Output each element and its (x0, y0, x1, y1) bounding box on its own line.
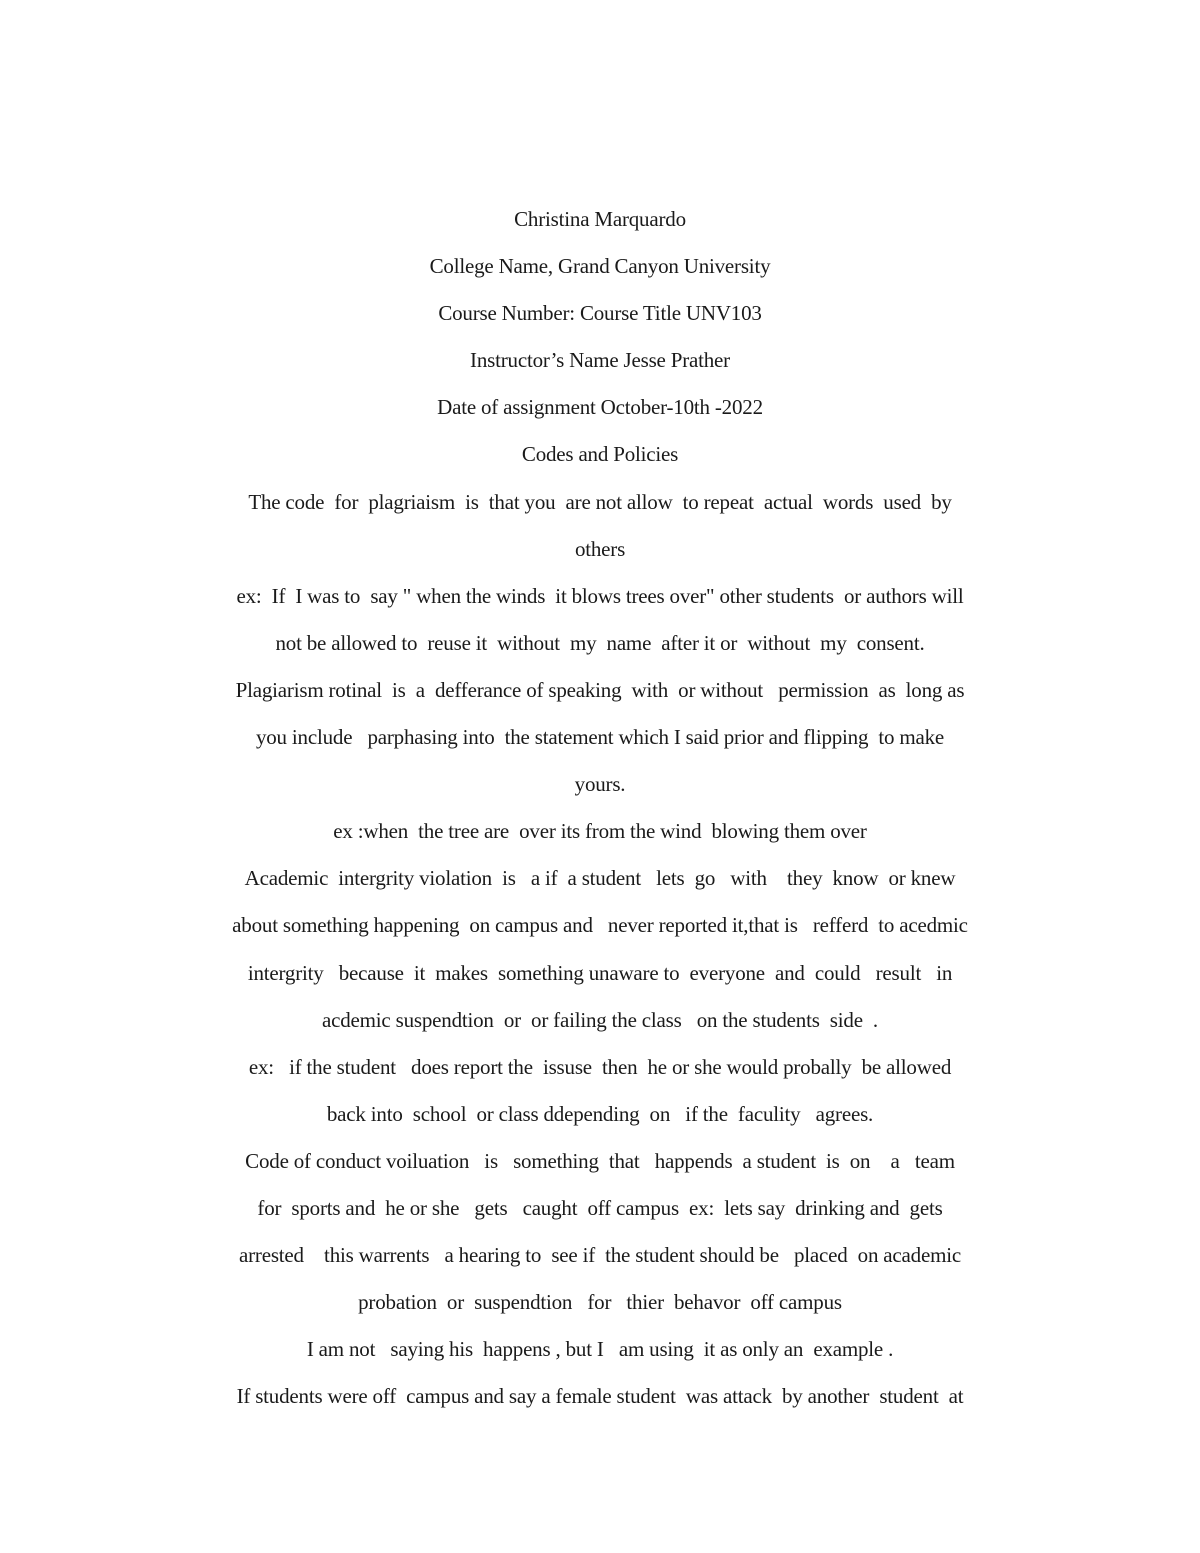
body-line: Code of conduct voiluation is something that happends a student is on a team (245, 1148, 955, 1173)
body-line: probation or suspendtion for thier behavor off campus (358, 1290, 842, 1315)
course-info: Course Number: Course Title UNV103 (438, 301, 762, 326)
document-content (150, 196, 1050, 1420)
body-line: yours. (574, 772, 626, 797)
body-line: arrested this warrents a hearing to see if the student should be placed on academic (239, 1243, 961, 1268)
college-name: College Name, Grand Canyon University (429, 254, 771, 279)
body-line: If students were off campus and say a female student was attack by another student at (236, 1384, 964, 1409)
body-line: ex :when the tree are over its from the wind blowing them over (333, 819, 867, 844)
body-line: you include parphasing into the statement which I said prior and flipping to make (255, 725, 945, 750)
body-line: not be allowed to reuse it without my name after it or without my consent. (275, 630, 925, 655)
body-line: Academic intergrity violation is a if a student lets go with they know or knew (244, 866, 956, 891)
instructor-name: Instructor’s Name Jesse Prather (470, 348, 730, 373)
body-line: Plagiarism rotinal is a defferance of speaking with or without permission as long as (235, 677, 965, 702)
author-name: Christina Marquardo (514, 207, 686, 231)
body-line: intergrity because it makes something unaware to everyone and could result in (247, 960, 953, 985)
document-title: Codes and Policies (521, 442, 679, 467)
body-line: The code for plagriaism is that you are not allow to repeat actual words used by (248, 489, 952, 514)
body-line: ex: if the student does report the issuse then he or she would probally be allowed (248, 1054, 952, 1079)
body-line: back into school or class ddepending on if the faculity agrees. (326, 1101, 874, 1126)
body-line: ex: If I was to say " when the winds it blows trees over" other students or authors will (236, 583, 964, 608)
body-line: I am not saying his happens , but I am using it as only an example . (306, 1337, 894, 1362)
body-line: about something happening on campus and never reported it,that is refferd to acedmic (232, 913, 968, 938)
body-line: acdemic suspendtion or or failing the class on the students side . (322, 1007, 878, 1032)
body-line: others (574, 536, 626, 561)
assignment-date: Date of assignment October-10th -2022 (437, 395, 763, 420)
body-line: for sports and he or she gets caught off campus ex: lets say drinking and gets (257, 1195, 943, 1220)
